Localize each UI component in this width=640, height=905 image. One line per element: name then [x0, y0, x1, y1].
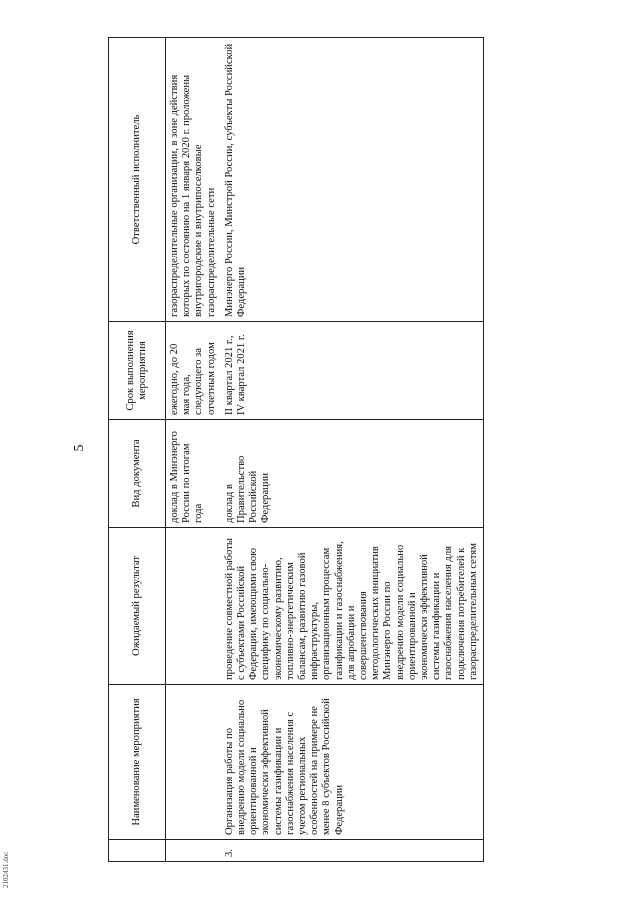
row-activity-name: Организация работы по внедрению модели социально ориентированной и экономически эффективной системы газификации и газоснабжения населения с учетом региональных особенностей на примере не менее 8 субъектов Российской Федерации — [221, 685, 484, 840]
header-executor: Ответственный исполнитель — [109, 38, 166, 322]
rotated-page — [60, 32, 580, 872]
header-deadline: Срок выполнения мероприятия — [109, 322, 166, 420]
header-document-type: Вид документа — [109, 420, 166, 528]
header-activity-name: Наименование мероприятия — [109, 685, 166, 840]
row-number — [166, 840, 221, 862]
row-expected-result — [166, 528, 221, 685]
header-expected-result: Ожидаемый результат — [109, 528, 166, 685]
activities-table — [108, 37, 484, 862]
table-row — [166, 38, 221, 862]
page-number: 5 — [72, 444, 87, 452]
table-row — [221, 38, 484, 862]
row-deadline: II квартал 2021 г., IV квартал 2021 г. — [221, 322, 484, 420]
footer-file-code: 2102431.doc — [2, 851, 10, 888]
row-executor: газораспределительные организации, в зоне действия которых по состоянию на 1 января 2020 г. проложены внутригородские и внутрипоселковые газораспределительные сети — [166, 38, 221, 322]
row-number: 3. — [221, 840, 484, 862]
table-header-row — [109, 38, 166, 862]
row-document-type: доклад в Минэнерго России по итогам года — [166, 420, 221, 528]
row-activity-name — [166, 685, 221, 840]
header-number — [109, 840, 166, 862]
row-executor: Минэнерго России, Минстрой России, субъекты Российской Федерации — [221, 38, 484, 322]
row-document-type: доклад в Правительство Российской Федерации — [221, 420, 484, 528]
row-expected-result: проведение совместной работы с субъектами Российской Федерации, имеющими свою специфику по социально-экономическому развитию, топливно-энергетическим балансам, развитию газовой инфраструктуры, организационным процессам газификации и газоснабжения, для апробации и совершенствования методологических инициатив Минэнерго России по внедрению модели социально ориентированной и экономически эффективной системы газификации и газоснабжения населения для подключения потребителей к газораспределительным сетям — [221, 528, 484, 685]
row-deadline: ежегодно, до 20 мая года, следующего за отчетным годом — [166, 322, 221, 420]
